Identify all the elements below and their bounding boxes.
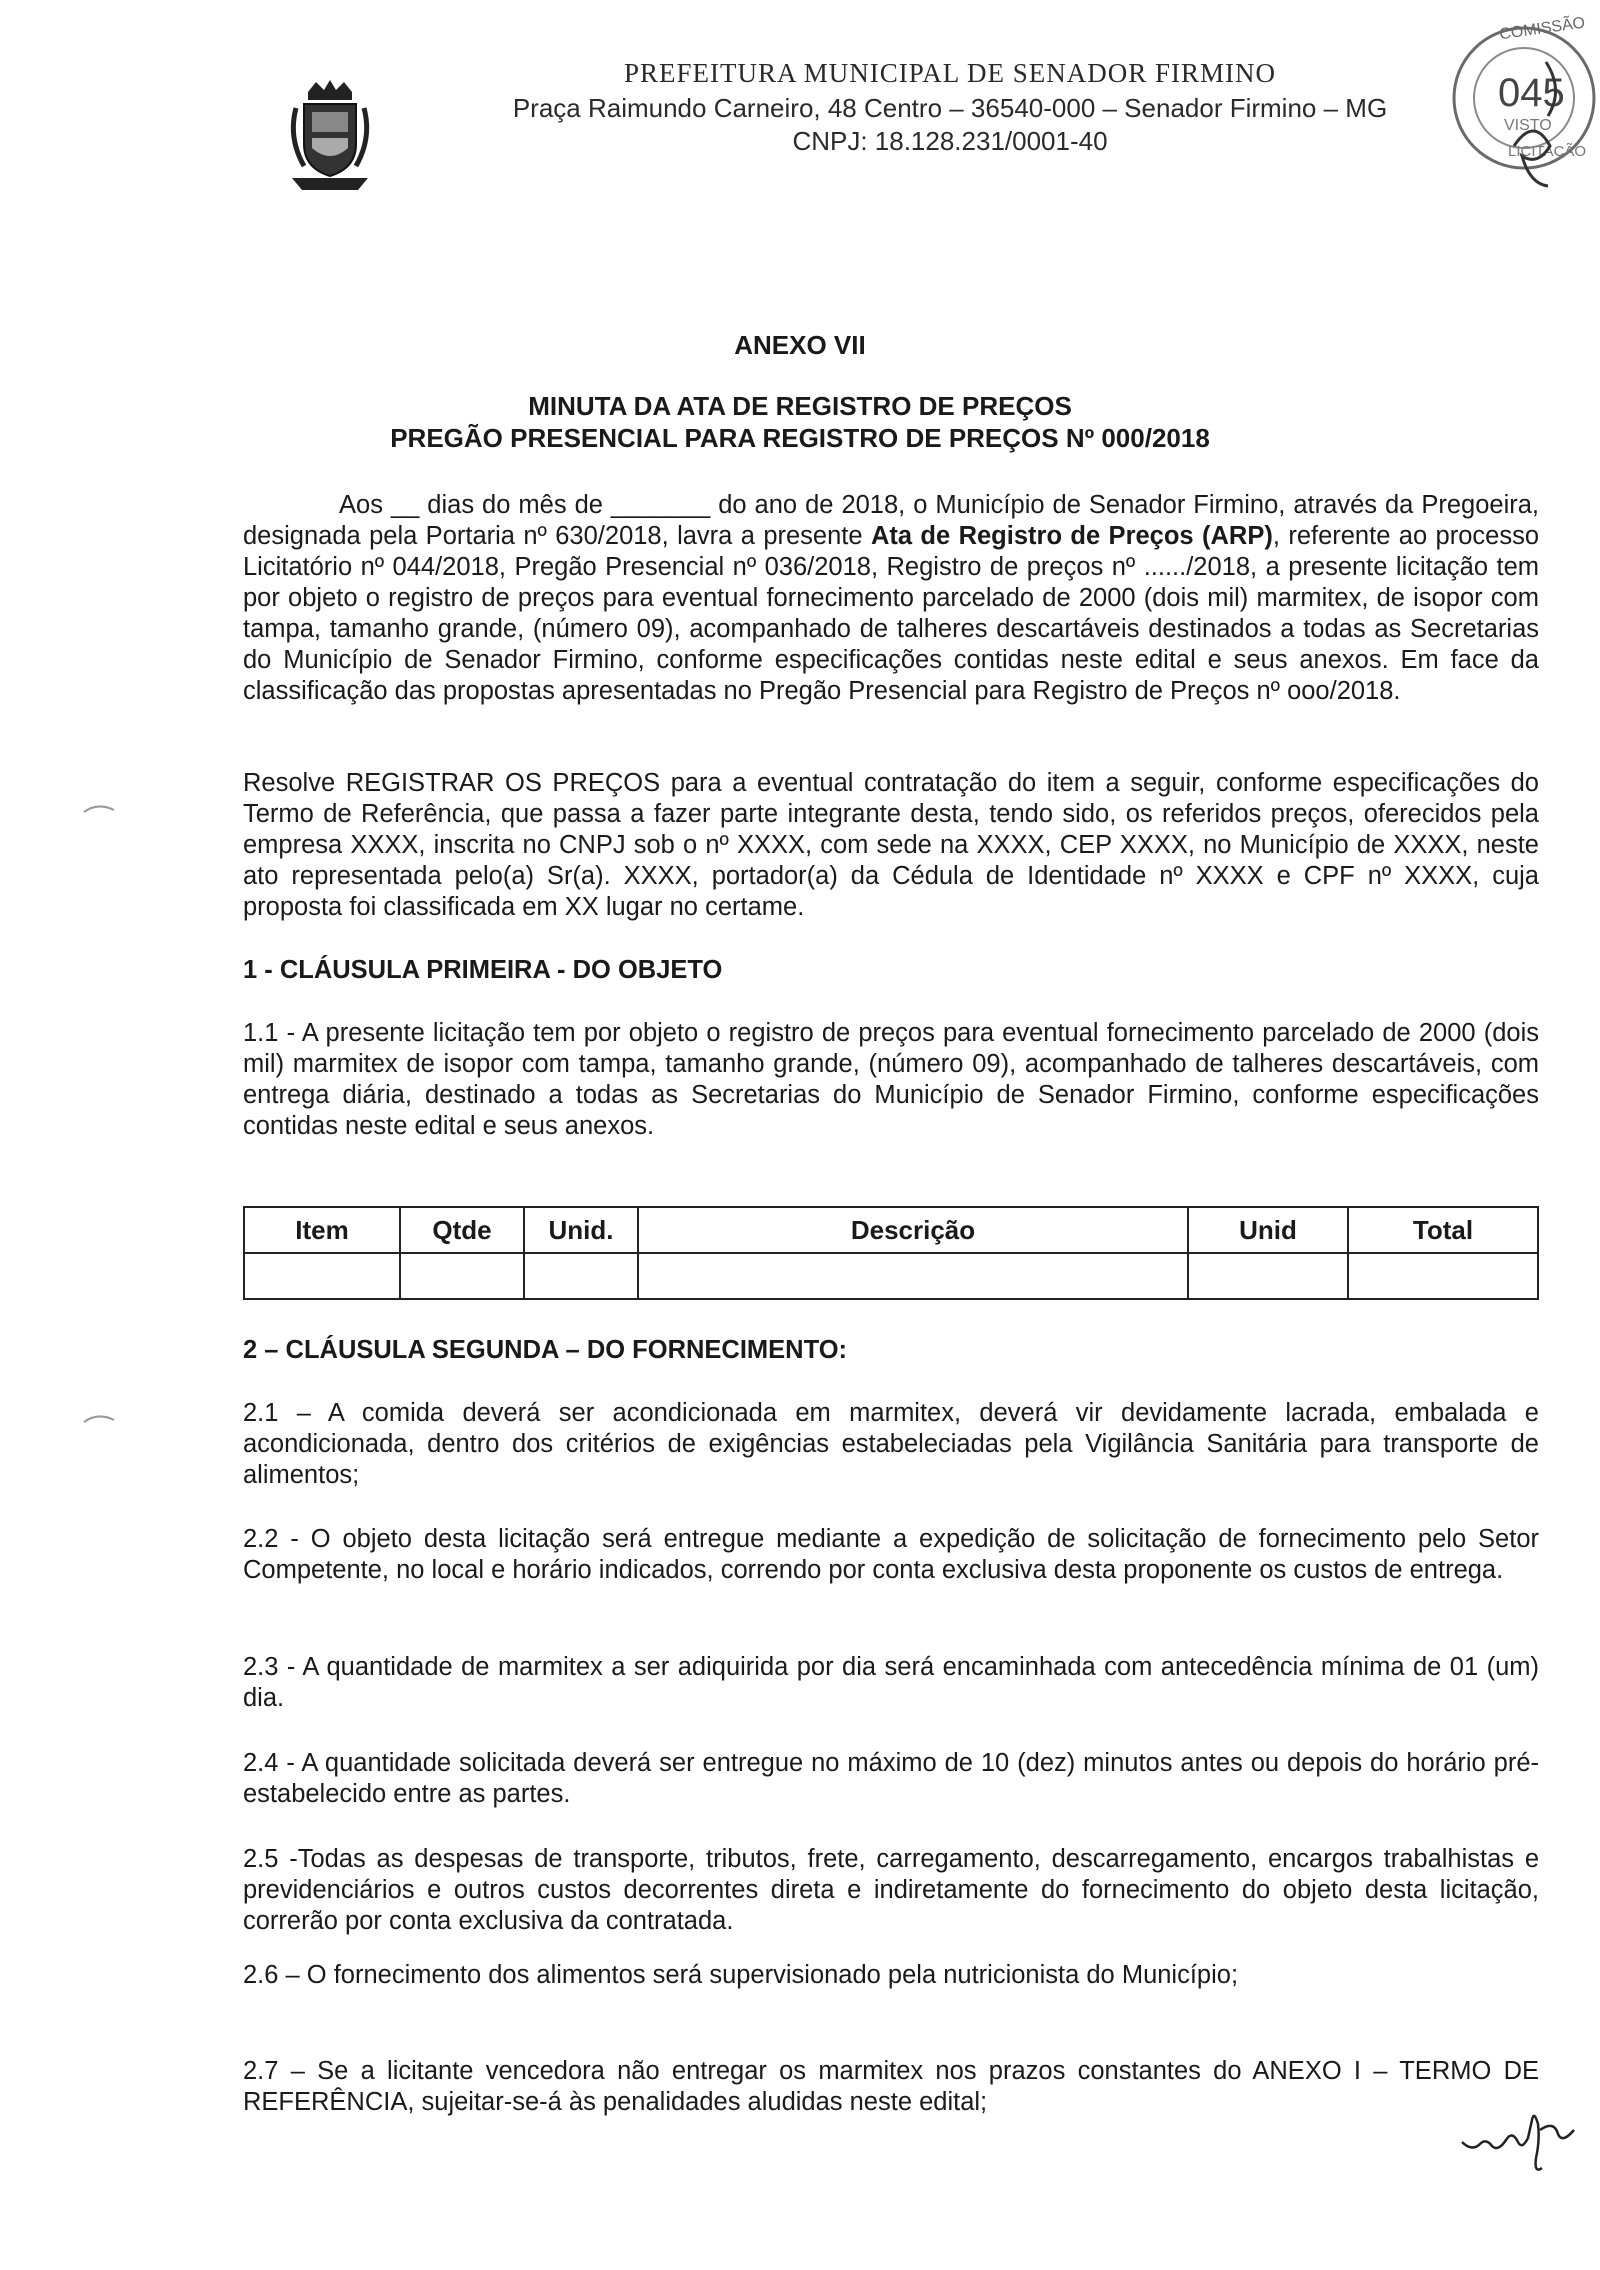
svg-text:045: 045 [1498, 71, 1565, 115]
intro-text-bold: Ata de Registro de Preços (ARP) [870, 522, 1273, 550]
org-name: PREFEITURA MUNICIPAL DE SENADOR FIRMINO [623, 58, 1277, 88]
clause-2-3-paragraph: 2.3 - A quantidade de marmitex a ser adiquirida por dia será encaminhada com antecedência mínima de 01 (um) dia. [243, 1653, 1539, 1712]
col-total: Total [1348, 1207, 1538, 1253]
clause-2-4-paragraph: 2.4 - A quantidade solicitada deverá ser entregue no máximo de 10 (dez) minutos antes ou depois do horário pré-estabelecido entre as partes. [243, 1749, 1539, 1808]
clause-2-2-paragraph: 2.2 - O objeto desta licitação será entregue mediante a expedição de solicitação de fornecimento pelo Setor Competente, no local e horário indicados, correndo por conta exclusiva desta proponente os custos de entrega. [243, 1525, 1539, 1584]
items-table [243, 1206, 1539, 1300]
municipal-crest-icon [286, 78, 374, 196]
table-cell [1188, 1253, 1348, 1299]
minuta-title-line-2: PREGÃO PRESENCIAL PARA REGISTRO DE PREÇOS Nº 000/2018 [390, 423, 1210, 453]
table-cell [524, 1253, 638, 1299]
scan-mark [82, 800, 116, 816]
col-qtde: Qtde [400, 1207, 524, 1253]
clause-1-title: 1 - CLÁUSULA PRIMEIRA - DO OBJETO [243, 956, 723, 984]
col-descricao: Descrição [638, 1207, 1188, 1253]
table-cell [1348, 1253, 1538, 1299]
annex-title: ANEXO VII [734, 330, 866, 360]
table-cell [244, 1253, 400, 1299]
table-cell [400, 1253, 524, 1299]
resolve-paragraph: Resolve REGISTRAR OS PREÇOS para a eventual contratação do item a seguir, conforme especificações do Termo de Referência, que passa a fazer parte integrante desta, tendo sido, os referidos preços, oferecidos pela empresa XXXX, inscrita no CNPJ sob o nº XXXX, com sede na XXXX, CEP XXXX, no Município de XXXX, neste ato representada pelo(a) Sr(a). XXXX, portador(a) da Cédula de Identidade nº XXXX e CPF nº XXXX, cuja proposta foi classificada em XX lugar no certame. [243, 769, 1539, 921]
table-cell [638, 1253, 1188, 1299]
clause-2-6-paragraph: 2.6 – O fornecimento dos alimentos será supervisionado pela nutricionista do Município; [243, 1961, 1239, 1989]
svg-text:VISTO: VISTO [1504, 117, 1552, 134]
svg-text:COMISSÃO: COMISSÃO [1498, 14, 1587, 44]
clause-2-7-paragraph: 2.7 – Se a licitante vencedora não entregar os marmitex nos prazos constantes do ANEXO I – TERMO DE REFERÊNCIA, sujeitar-se-á às penalidades aludidas neste edital; [243, 2057, 1539, 2116]
intro-text-b: , referente ao processo Licitatório nº 044/2018, Pregão Presencial nº 036/2018, Registro de preços nº ....../2018, a presente licitação tem por objeto o registro de preços para eventual fornecimento parcelado de 2000 (dois mil) marmitex, de isopor com tampa, tamanho grande, (número 09), acompanhado de talheres descartáveis destinados a todas as Secretarias do Município de Senador Firmino, conforme especificações contidas neste edital e seus anexos. Em face da classificação das propostas apresentadas no Pregão Presencial para Registro de Preços nº ooo/2018. [243, 522, 1540, 705]
clause-2-5-paragraph: 2.5 -Todas as despesas de transporte, tributos, frete, carregamento, descarregamento, encargos trabalhistas e previdenciários e outros custos decorrentes direta e indiretamente do fornecimento do objeto desta licitação, correrão por conta exclusiva da contratada. [243, 1845, 1539, 1935]
col-item: Item [244, 1207, 400, 1253]
col-unid-price: Unid [1188, 1207, 1348, 1253]
svg-text:LICITAÇÃO: LICITAÇÃO [1508, 143, 1587, 160]
commission-stamp [1438, 6, 1596, 212]
clause-1-1-paragraph: 1.1 - A presente licitação tem por objeto o registro de preços para eventual fornecimento parcelado de 2000 (dois mil) marmitex de isopor com tampa, tamanho grande, (número 09), acompanhado de talheres descartáveis, com entrega diária, destinado a todas as Secretarias do Município de Senador Firmino, conforme especificações contidas neste edital e seus anexos. [243, 1019, 1539, 1140]
minuta-title [0, 390, 1600, 454]
clause-2-1-paragraph: 2.1 – A comida deverá ser acondicionada em marmitex, deverá vir devidamente lacrada, embalada e acondicionada, dentro dos critérios de exigências estabeleciadas pela Vigilância Sanitária para transporte de alimentos; [243, 1399, 1539, 1489]
minuta-title-line-1: MINUTA DA ATA DE REGISTRO DE PREÇOS [528, 391, 1072, 421]
org-address: Praça Raimundo Carneiro, 48 Centro – 36540-000 – Senador Firmino – MG [512, 93, 1388, 123]
signature [1458, 2100, 1578, 2180]
intro-text-a: Aos __ dias do mês de _______ do ano de 2018, o Município de Senador Firmino, através da Pregoeira, designada pela Portaria nº 630/2018, lavra a presente [243, 491, 1539, 550]
table-header-row [244, 1207, 1538, 1253]
clause-2-title: 2 – CLÁUSULA SEGUNDA – DO FORNECIMENTO: [243, 1336, 848, 1364]
intro-paragraph [243, 490, 1539, 707]
org-cnpj: CNPJ: 18.128.231/0001-40 [792, 126, 1108, 156]
scan-mark [82, 1410, 116, 1426]
letterhead [430, 58, 1470, 157]
table-row [244, 1253, 1538, 1299]
col-unid: Unid. [524, 1207, 638, 1253]
